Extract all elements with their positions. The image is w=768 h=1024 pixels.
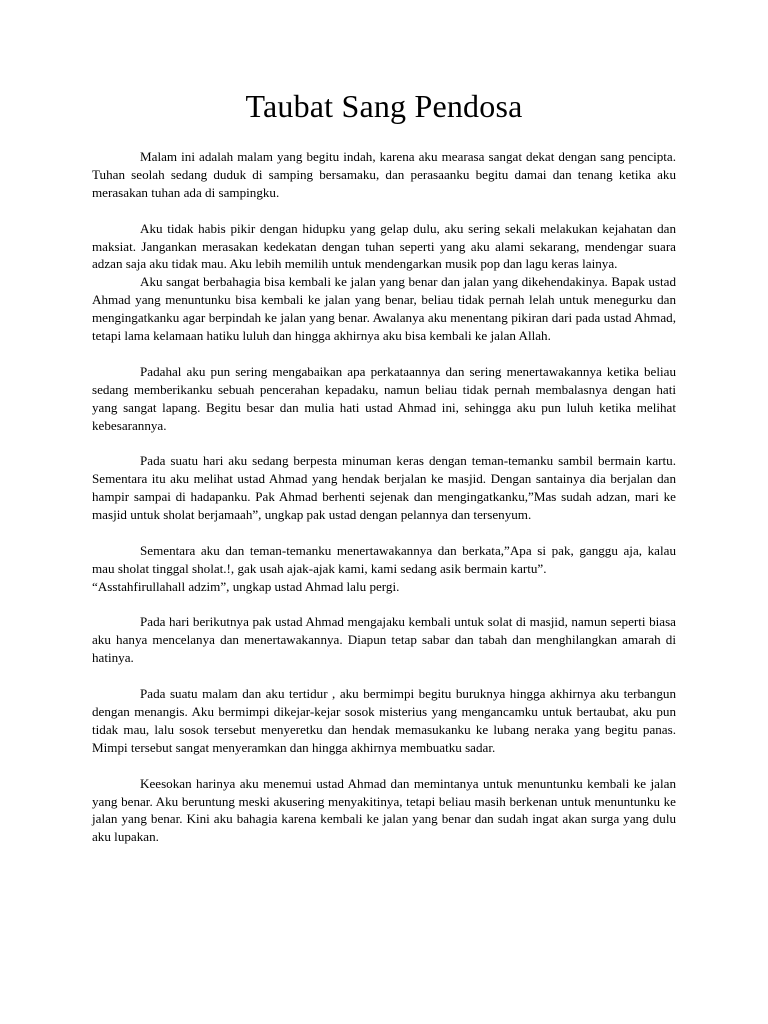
paragraph-8: Pada suatu malam dan aku tertidur , aku bermimpi begitu buruknya hingga akhirnya aku terbangun dengan menangis. Aku bermimpi dikejar-kejar sosok misterius yang mengancamku untuk bertaubat, aku pun tidak mau, lalu sosok tersebut menyeretku dan hendak memasukanku ke lubang neraka yang begitu panas. Mimpi tersebut sangat menyeramkan dan hingga akhirnya membuatku sadar.	[92, 686, 676, 755]
paragraph-1: Malam ini adalah malam yang begitu indah, karena aku mearasa sangat dekat dengan sang pencipta. Tuhan seolah sedang duduk di samping bersamaku, dan perasaanku begitu damai dan tenang ketika aku merasakan tuhan ada di sampingku.	[92, 149, 676, 200]
paragraph-6: Sementara aku dan teman-temanku menertawakannya dan berkata,”Apa si pak, ganggu aja, kalau mau sholat tinggal sholat.!, gak usah ajak-ajak kami, kami sedang asik bermain kartu”.	[92, 542, 676, 576]
paragraph-5: Pada suatu hari aku sedang berpesta minuman keras dengan teman-temanku sambil bermain kartu. Sementara itu aku melihat ustad Ahmad yang hendak berjalan ke masjid. Dengan santainya dia berjalan dan hampir sampai di hadapanku. Pak Ahmad berhenti sejenak dan mengingatkanku,”Mas sudah adzan, mari ke masjid untuk sholat berjamaah”, ungkap pak ustad dengan pelannya dan tersenyum.	[92, 453, 676, 523]
paragraph-9: Keesokan harinya aku menemui ustad Ahmad dan memintanya untuk menuntunku kembali ke jalan yang benar. Aku beruntung meski akusering menyakitinya, tetapi beliau masih berkenan untuk menuntunku ke jalan yang benar. Kini aku bahagia karena kembali ke jalan yang benar dan sudah ingat akan surga yang dulu aku lupakan.	[92, 775, 676, 845]
paragraph-3: Aku sangat berbahagia bisa kembali ke jalan yang benar dan jalan yang dikehendakinya. Bapak ustad Ahmad yang menuntunku bisa kembali ke jalan yang benar, beliau tidak pernah lelah untuk menegurku dan mengingatkanku agar berpindah ke jalan yang benar. Awalanya aku menentang pikiran dari pada ustad Ahmad, tetapi lama kelamaan hatiku luluh dan hingga akhirnya aku bisa kembali ke jalan Allah.	[92, 274, 676, 344]
paragraph-4: Padahal aku pun sering mengabaikan apa perkataannya dan sering menertawakannya ketika beliau sedang memberikanku sebuah pencerahan kepadaku, namun beliau tidak pernah membalasnya dengan hati yang sangat lapang. Begitu besar dan mulia hati ustad Ahmad ini, sehingga aku pun luluh ketika melihat kebesarannya.	[92, 363, 676, 433]
paragraph-2: Aku tidak habis pikir dengan hidupku yang gelap dulu, aku sering sekali melakukan kejahatan dan maksiat. Jangankan merasakan kedekatan dengan tuhan seperti yang aku alami sekarang, mendengar suara adzan saja aku tidak mau. Aku lebih memilih untuk mendengarkan musik pop dan lagu keras lainya.	[92, 220, 676, 272]
paragraph-7: Pada hari berikutnya pak ustad Ahmad mengajaku kembali untuk solat di masjid, namun seperti biasa aku hanya mencelanya dan menertawakannya. Diapun tetap sabar dan tabah dan menghilangkan amarah di hatinya.	[92, 614, 676, 666]
document-title: Taubat Sang Pendosa	[245, 88, 523, 124]
quote-line: “Asstahfirullahall adzim”, ungkap ustad Ahmad lalu pergi.	[92, 578, 400, 594]
